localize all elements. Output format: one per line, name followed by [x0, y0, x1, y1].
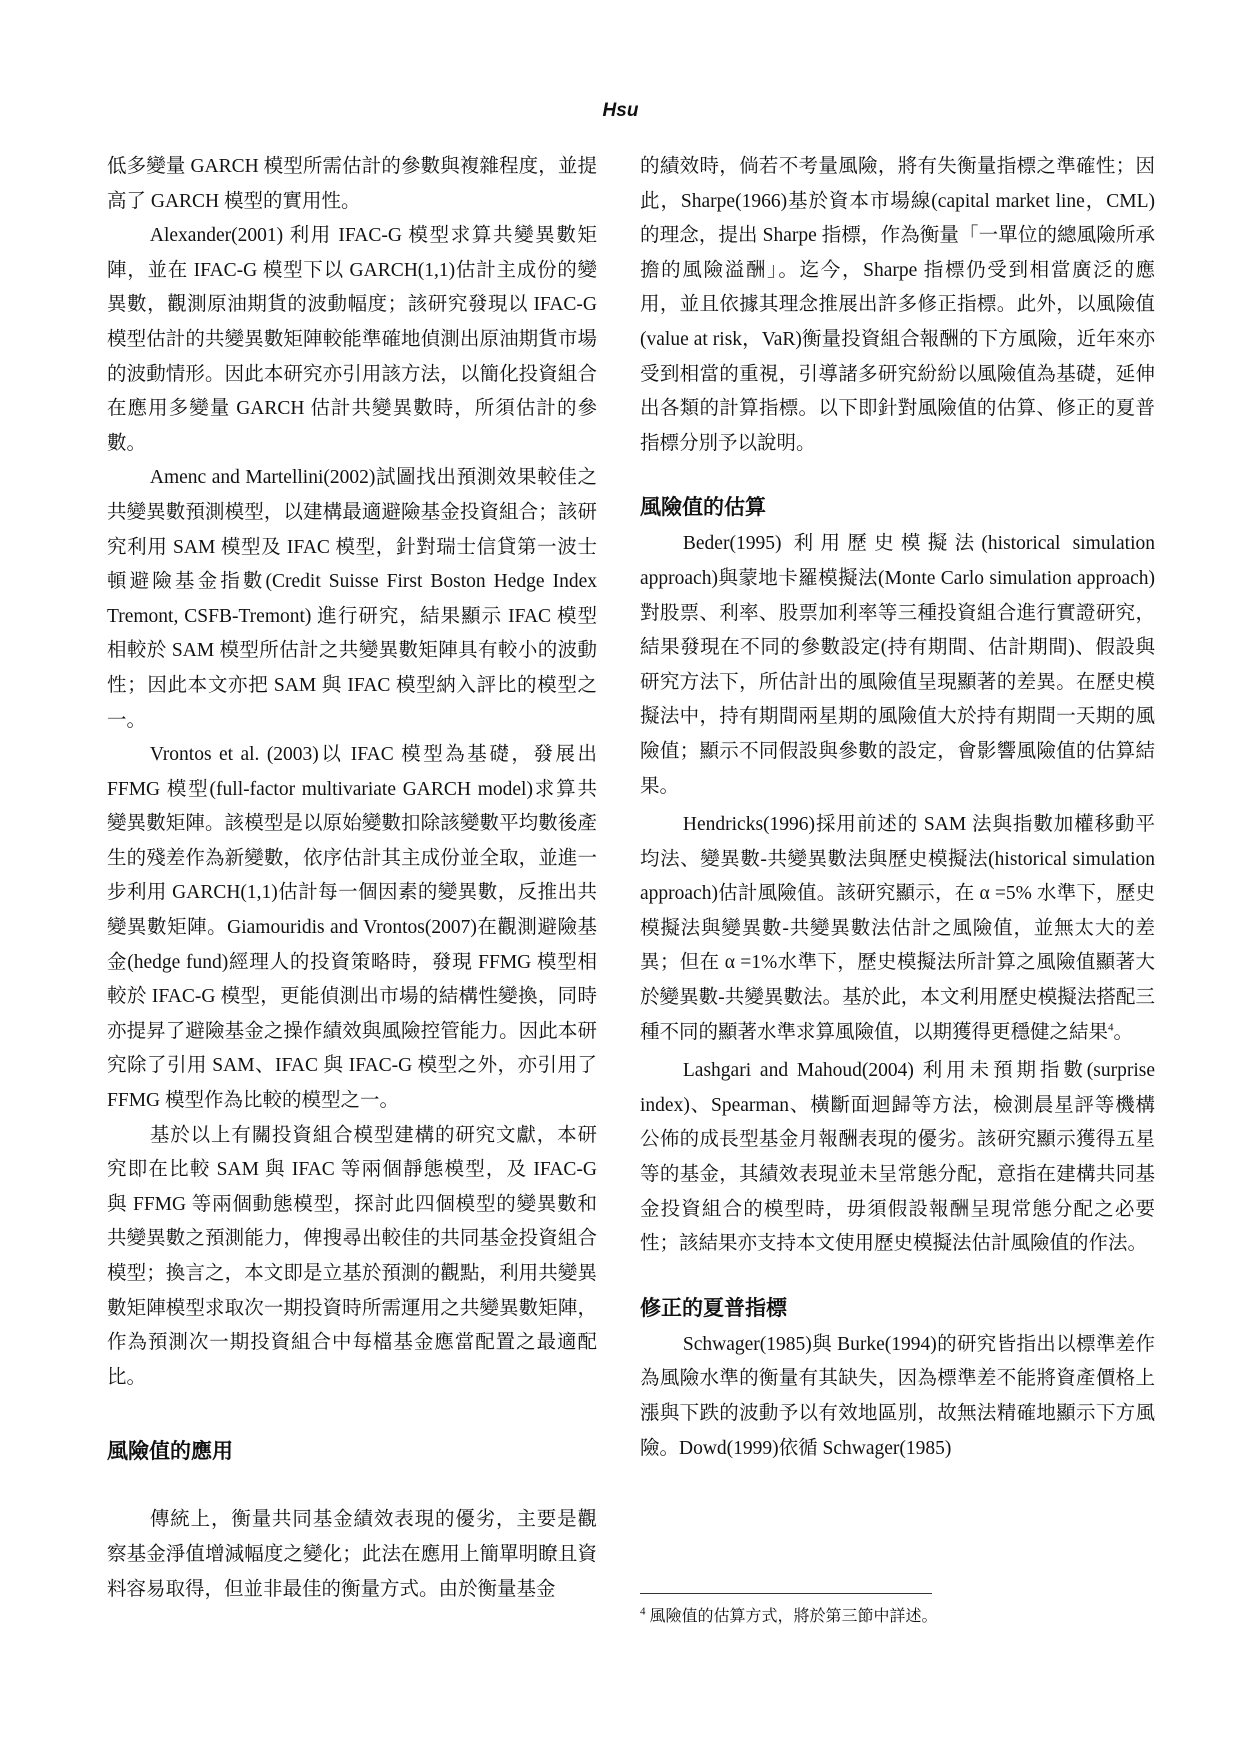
footnote-mark: 4: [640, 1605, 646, 1618]
section-heading: 風險值的應用: [107, 1440, 233, 1464]
footnote-divider: [640, 1593, 932, 1594]
paragraph: Vrontos et al. (2003)以 IFAC 模型為基礎，發展出 FFMG 模型(full-factor multivariate GARCH model)求算共變異數矩陣。該模型是以原始變數扣除該變數平均數後產生的殘差作為新變數，依序估計其主成份並全取，並進一步利用 GARCH(1,1)估計每一個因素的變異數，反推出共變異數矩陣。Giamouridis and Vrontos(2007)在觀測避險基金(hedge fund)經理人的投資策略時，發現 FFMG 模型相較於 IFAC-G 模型，更能偵測出市場的結構性變換，同時亦提昇了避險基金之操作績效與風險控管能力。因此本研究除了引用 SAM、IFAC 與 IFAC-G 模型之外，亦引用了 FFMG 模型作為比較的模型之一。: [107, 744, 597, 1112]
paragraph: Beder(1995) 利用歷史模擬法(historical simulation approach)與蒙地卡羅模擬法(Monte Carlo simulation approach)對股票、利率、股票加利率等三種投資組合進行實證研究，結果發現在不同的參數設定(持有期間、估計期間)、假設與研究方法下，所估計出的風險值呈現顯著的差異。在歷史模擬法中，持有期間兩星期的風險值大於持有期間一天期的風險值；顯示不同假設與參數的設定，會影響風險值的估算結果。: [640, 533, 1155, 797]
paragraph: [640, 808, 1155, 1050]
paragraph: Alexander(2001) 利用 IFAC-G 模型求算共變異數矩陣，並在 IFAC-G 模型下以 GARCH(1,1)估計主成份的變異數，觀測原油期貨的波動幅度；該研究發現以 IFAC-G 模型估計的共變異數矩陣較能準確地偵測出原油期貨市場的波動情形。因此本研究亦引用該方法，以簡化投資組合在應用多變量 GARCH 估計共變異數時，所須估計的參數。: [107, 225, 597, 454]
section-heading: 修正的夏普指標: [640, 1296, 787, 1320]
paragraph: Lashgari and Mahoud(2004) 利用未預期指數(surprise index)、Spearman、橫斷面迴歸等方法，檢測晨星評等機構公佈的成長型基金月報酬表現的優劣。該研究顯示獲得五星等的基金，其績效表現並未呈常態分配，意指在建構共同基金投資組合的模型時，毋須假設報酬呈現常態分配之必要性；該結果亦支持本文使用歷史模擬法估計風險值的作法。: [640, 1060, 1155, 1255]
left-column: [107, 150, 597, 1607]
section-heading: 風險值的估算: [640, 496, 766, 520]
paragraph: 傳統上，衡量共同基金績效表現的優劣，主要是觀察基金淨值增減幅度之變化；此法在應用上簡單明瞭且資料容易取得，但並非最佳的衡量方式。由於衡量基金: [107, 1509, 597, 1600]
paragraph-text: Hendricks(1996)採用前述的 SAM 法與指數加權移動平均法、變異數-共變異數法與歷史模擬法(historical simulation approach)估計風險值。該研究顯示，在 α =5% 水準下，歷史模擬法與變異數-共變異數法估計之風險值，並無太大的差異；但在 α =1%水準下，歷史模擬法所計算之風險值顯著大於變異數-共變異數法。基於此，本文利用歷史模擬法搭配三種不同的顯著水準求算風險值，以期獲得更穩健之結果: [640, 814, 1155, 1043]
paragraph: 的績效時，倘若不考量風險，將有失衡量指標之準確性；因此，Sharpe(1966)基於資本市場線(capital market line，CML)的理念，提出 Sharpe 指標，作為衡量「一單位的總風險所承擔的風險溢酬」。迄今，Sharpe 指標仍受到相當廣泛的應用，並且依據其理念推展出許多修正指標。此外，以風險值(value at risk，VaR)衡量投資組合報酬的下方風險，近年來亦受到相當的重視，引導諸多研究紛紛以風險值為基礎，延伸出各類的計算指標。以下即針對風險值的估算、修正的夏普指標分別予以說明。: [640, 156, 1155, 454]
paragraph: Schwager(1985)與 Burke(1994)的研究皆指出以標準差作為風險水準的衡量有其缺失，因為標準差不能將資產價格上漲與下跌的波動予以有效地區別，故無法精確地顯示下方風險。Dowd(1999)依循 Schwager(1985): [640, 1333, 1155, 1459]
running-header: Hsu: [602, 100, 639, 121]
paragraph: 低多變量 GARCH 模型所需估計的參數與複雜程度，並提高了 GARCH 模型的實用性。: [107, 156, 597, 212]
paragraph: Amenc and Martellini(2002)試圖找出預測效果較佳之共變異數預測模型，以建構最適避險基金投資組合；該研究利用 SAM 模型及 IFAC 模型，針對瑞士信貸第一波士頓避險基金指數(Credit Suisse First Boston Hedge Index Tremont, CSFB-Tremont) 進行研究，結果顯示 IFAC 模型相較於 SAM 模型所估計之共變異數矩陣具有較小的波動性；因此本文亦把 SAM 與 IFAC 模型納入評比的模型之一。: [107, 467, 597, 731]
right-column: [640, 150, 1155, 1466]
paragraph-end: 。: [1113, 1021, 1134, 1043]
footnote: [640, 1605, 1155, 1629]
footnote-text: 風險值的估算方式，將於第三節中詳述。: [649, 1608, 938, 1625]
paragraph: 基於以上有關投資組合模型建構的研究文獻，本研究即在比較 SAM 與 IFAC 等兩個靜態模型，及 IFAC-G 與 FFMG 等兩個動態模型，探討此四個模型的變異數和共變異數之預測能力，俾搜尋出較佳的共同基金投資組合模型；換言之，本文即是立基於預測的觀點，利用共變異數矩陣模型求取次一期投資時所需運用之共變異數矩陣，作為預測次一期投資組合中每檔基金應當配置之最適配比。: [107, 1124, 597, 1388]
footnote-reference[interactable]: 4: [1108, 1021, 1114, 1034]
